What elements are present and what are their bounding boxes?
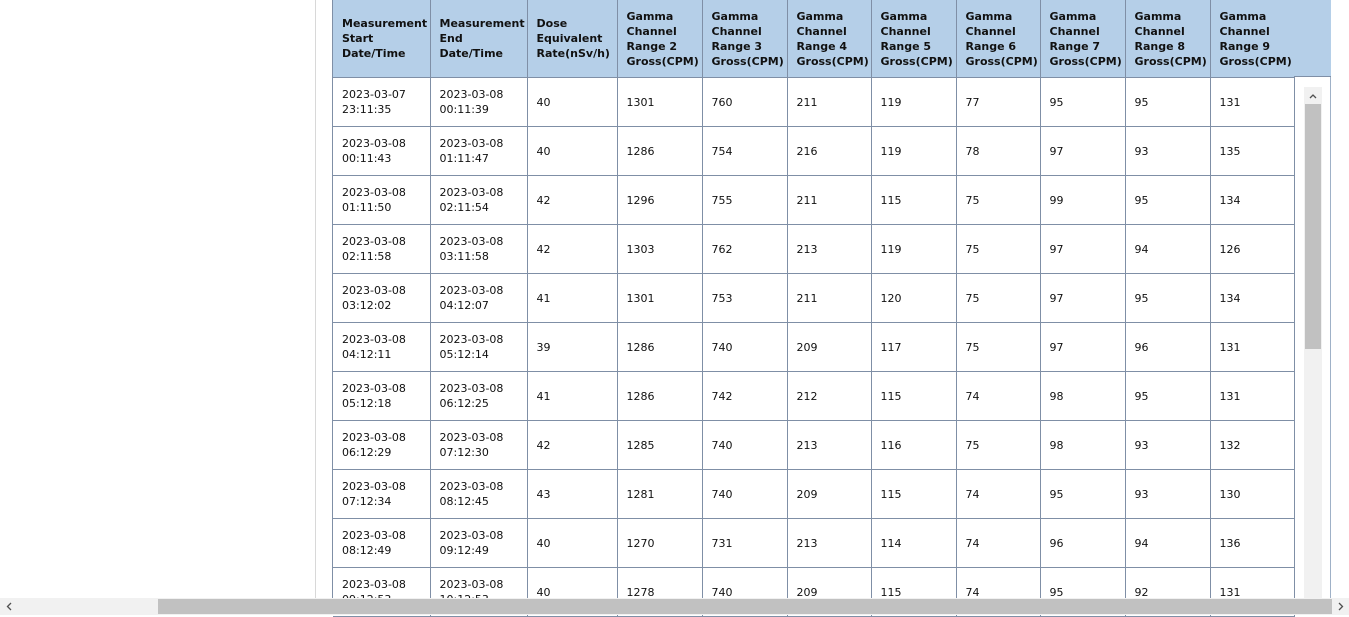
measurement-table-container [332, 0, 1331, 598]
gamma-range-9-cell: 131 [1210, 372, 1294, 421]
column-header-gamma-range-4[interactable]: Gamma Channel Range 4 Gross(CPM) [787, 0, 871, 78]
gamma-range-2-cell: 1301 [617, 78, 702, 127]
gamma-range-6-cell: 74 [956, 372, 1040, 421]
start-datetime-cell: 2023-03-08 00:11:43 [333, 127, 430, 176]
gamma-range-7-cell: 98 [1040, 421, 1125, 470]
start-datetime-cell: 2023-03-08 01:11:50 [333, 176, 430, 225]
column-header-gamma-range-7[interactable]: Gamma Channel Range 7 Gross(CPM) [1040, 0, 1125, 78]
gamma-range-2-cell: 1285 [617, 421, 702, 470]
gamma-range-3-cell: 740 [702, 323, 787, 372]
measurement-table [333, 0, 1295, 617]
gamma-range-8-cell: 95 [1125, 176, 1210, 225]
gamma-range-7-cell: 98 [1040, 372, 1125, 421]
chevron-right-icon[interactable] [1332, 598, 1349, 615]
gamma-range-5-cell: 115 [871, 372, 956, 421]
gamma-range-8-cell: 96 [1125, 323, 1210, 372]
end-datetime-cell: 2023-03-08 08:12:45 [430, 470, 527, 519]
gamma-range-7-cell: 97 [1040, 127, 1125, 176]
gamma-range-6-cell: 75 [956, 176, 1040, 225]
table-row[interactable] [333, 470, 1294, 519]
gamma-range-4-cell: 211 [787, 176, 871, 225]
gamma-range-9-cell: 136 [1210, 519, 1294, 568]
gamma-range-3-cell: 753 [702, 274, 787, 323]
gamma-range-4-cell: 213 [787, 421, 871, 470]
end-datetime-cell: 2023-03-08 01:11:47 [430, 127, 527, 176]
gamma-range-3-cell: 760 [702, 78, 787, 127]
end-datetime-cell: 2023-03-08 06:12:25 [430, 372, 527, 421]
gamma-range-8-cell: 92 [1125, 568, 1210, 617]
column-header-gamma-range-8[interactable]: Gamma Channel Range 8 Gross(CPM) [1125, 0, 1210, 78]
end-datetime-cell: 2023-03-08 02:11:54 [430, 176, 527, 225]
dose-rate-cell: 40 [527, 519, 617, 568]
table-row[interactable] [333, 519, 1294, 568]
left-panel-divider [315, 0, 316, 598]
start-datetime-cell: 2023-03-07 23:11:35 [333, 78, 430, 127]
gamma-range-5-cell: 120 [871, 274, 956, 323]
gamma-range-7-cell: 95 [1040, 568, 1125, 617]
gamma-range-8-cell: 95 [1125, 274, 1210, 323]
gamma-range-4-cell: 211 [787, 78, 871, 127]
gamma-range-7-cell: 97 [1040, 323, 1125, 372]
dose-rate-cell: 39 [527, 323, 617, 372]
column-header-end-datetime[interactable]: Measurement End Date/Time [430, 0, 527, 78]
column-header-gamma-range-6[interactable]: Gamma Channel Range 6 Gross(CPM) [956, 0, 1040, 78]
gamma-range-3-cell: 740 [702, 470, 787, 519]
table-row[interactable] [333, 372, 1294, 421]
table-row[interactable] [333, 78, 1294, 127]
gamma-range-9-cell: 131 [1210, 568, 1294, 617]
dose-rate-cell: 40 [527, 78, 617, 127]
dose-rate-cell: 43 [527, 470, 617, 519]
header-scrollbar-gutter [1294, 0, 1331, 77]
gamma-range-9-cell: 131 [1210, 323, 1294, 372]
table-row[interactable] [333, 127, 1294, 176]
gamma-range-2-cell: 1278 [617, 568, 702, 617]
gamma-range-5-cell: 114 [871, 519, 956, 568]
gamma-range-7-cell: 97 [1040, 225, 1125, 274]
horizontal-scrollbar[interactable] [0, 598, 1349, 615]
gamma-range-3-cell: 762 [702, 225, 787, 274]
gamma-range-3-cell: 740 [702, 421, 787, 470]
gamma-range-2-cell: 1281 [617, 470, 702, 519]
gamma-range-8-cell: 95 [1125, 372, 1210, 421]
column-header-start-datetime[interactable]: Measurement Start Date/Time [333, 0, 430, 78]
gamma-range-6-cell: 75 [956, 274, 1040, 323]
gamma-range-8-cell: 93 [1125, 470, 1210, 519]
gamma-range-5-cell: 115 [871, 568, 956, 617]
end-datetime-cell: 2023-03-08 00:11:39 [430, 78, 527, 127]
table-row[interactable] [333, 323, 1294, 372]
gamma-range-9-cell: 131 [1210, 78, 1294, 127]
table-row[interactable] [333, 421, 1294, 470]
gamma-range-2-cell: 1286 [617, 127, 702, 176]
gamma-range-7-cell: 99 [1040, 176, 1125, 225]
start-datetime-cell: 2023-03-08 [333, 568, 430, 617]
gamma-range-9-cell: 130 [1210, 470, 1294, 519]
gamma-range-9-cell: 132 [1210, 421, 1294, 470]
start-datetime-cell: 2023-03-08 04:12:11 [333, 323, 430, 372]
end-datetime-cell: 2023-03-08 09:12:49 [430, 519, 527, 568]
gamma-range-3-cell: 731 [702, 519, 787, 568]
gamma-range-6-cell: 75 [956, 421, 1040, 470]
table-row[interactable] [333, 225, 1294, 274]
gamma-range-2-cell: 1301 [617, 274, 702, 323]
table-row[interactable] [333, 274, 1294, 323]
gamma-range-5-cell: 119 [871, 127, 956, 176]
gamma-range-4-cell: 209 [787, 323, 871, 372]
gamma-range-4-cell: 209 [787, 470, 871, 519]
column-header-gamma-range-5[interactable]: Gamma Channel Range 5 Gross(CPM) [871, 0, 956, 78]
gamma-range-3-cell: 754 [702, 127, 787, 176]
gamma-range-2-cell: 1286 [617, 323, 702, 372]
start-datetime-cell: 2023-03-08 08:12:49 [333, 519, 430, 568]
gamma-range-4-cell: 213 [787, 225, 871, 274]
gamma-range-9-cell: 134 [1210, 274, 1294, 323]
gamma-range-3-cell: 755 [702, 176, 787, 225]
end-datetime-cell: 2023-03-08 [430, 568, 527, 617]
dose-rate-cell: 42 [527, 421, 617, 470]
column-header-gamma-range-2[interactable]: Gamma Channel Range 2 Gross(CPM) [617, 0, 702, 78]
dose-rate-cell: 40 [527, 568, 617, 617]
gamma-range-6-cell: 75 [956, 323, 1040, 372]
gamma-range-6-cell: 75 [956, 225, 1040, 274]
gamma-range-5-cell: 116 [871, 421, 956, 470]
start-datetime-cell: 2023-03-08 03:12:02 [333, 274, 430, 323]
end-datetime-cell: 2023-03-08 07:12:30 [430, 421, 527, 470]
gamma-range-5-cell: 119 [871, 78, 956, 127]
gamma-range-8-cell: 93 [1125, 127, 1210, 176]
gamma-range-9-cell: 135 [1210, 127, 1294, 176]
gamma-range-3-cell: 740 [702, 568, 787, 617]
gamma-range-5-cell: 119 [871, 225, 956, 274]
start-datetime-cell: 2023-03-08 07:12:34 [333, 470, 430, 519]
end-datetime-cell: 2023-03-08 04:12:07 [430, 274, 527, 323]
column-header-dose-rate[interactable]: Dose Equivalent Rate(nSv/h) [527, 0, 617, 78]
start-datetime-cell: 2023-03-08 06:12:29 [333, 421, 430, 470]
gamma-range-5-cell: 117 [871, 323, 956, 372]
gamma-range-8-cell: 94 [1125, 225, 1210, 274]
gamma-range-5-cell: 115 [871, 176, 956, 225]
gamma-range-4-cell: 212 [787, 372, 871, 421]
horizontal-scrollbar-thumb[interactable] [158, 599, 1332, 614]
column-header-gamma-range-3[interactable]: Gamma Channel Range 3 Gross(CPM) [702, 0, 787, 78]
start-datetime-cell: 2023-03-08 02:11:58 [333, 225, 430, 274]
end-datetime-cell: 2023-03-08 03:11:58 [430, 225, 527, 274]
gamma-range-7-cell: 96 [1040, 519, 1125, 568]
gamma-range-4-cell: 211 [787, 274, 871, 323]
gamma-range-6-cell: 78 [956, 127, 1040, 176]
table-body [333, 78, 1294, 617]
chevron-left-icon[interactable] [0, 598, 17, 615]
gamma-range-7-cell: 95 [1040, 470, 1125, 519]
gamma-range-6-cell: 77 [956, 78, 1040, 127]
column-header-gamma-range-9[interactable]: Gamma Channel Range 9 Gross(CPM) [1210, 0, 1294, 78]
gamma-range-6-cell: 74 [956, 568, 1040, 617]
gamma-range-2-cell: 1286 [617, 372, 702, 421]
gamma-range-2-cell: 1296 [617, 176, 702, 225]
dose-rate-cell: 41 [527, 274, 617, 323]
gamma-range-8-cell: 94 [1125, 519, 1210, 568]
dose-rate-cell: 41 [527, 372, 617, 421]
gamma-range-4-cell: 209 [787, 568, 871, 617]
chevron-up-icon[interactable] [1304, 87, 1322, 104]
dose-rate-cell: 40 [527, 127, 617, 176]
gamma-range-6-cell: 74 [956, 470, 1040, 519]
gamma-range-9-cell: 134 [1210, 176, 1294, 225]
table-header [333, 0, 1294, 78]
gamma-range-8-cell: 95 [1125, 78, 1210, 127]
vertical-scrollbar[interactable] [1304, 87, 1322, 598]
dose-rate-cell: 42 [527, 176, 617, 225]
gamma-range-6-cell: 74 [956, 519, 1040, 568]
gamma-range-2-cell: 1303 [617, 225, 702, 274]
gamma-range-9-cell: 126 [1210, 225, 1294, 274]
dose-rate-cell: 42 [527, 225, 617, 274]
end-datetime-cell: 2023-03-08 05:12:14 [430, 323, 527, 372]
gamma-range-4-cell: 213 [787, 519, 871, 568]
gamma-range-7-cell: 95 [1040, 78, 1125, 127]
vertical-scrollbar-thumb[interactable] [1305, 104, 1321, 349]
table-row[interactable] [333, 176, 1294, 225]
gamma-range-4-cell: 216 [787, 127, 871, 176]
gamma-range-2-cell: 1270 [617, 519, 702, 568]
gamma-range-5-cell: 115 [871, 470, 956, 519]
gamma-range-3-cell: 742 [702, 372, 787, 421]
start-datetime-cell: 2023-03-08 05:12:18 [333, 372, 430, 421]
gamma-range-8-cell: 93 [1125, 421, 1210, 470]
header-row [333, 0, 1294, 78]
gamma-range-7-cell: 97 [1040, 274, 1125, 323]
